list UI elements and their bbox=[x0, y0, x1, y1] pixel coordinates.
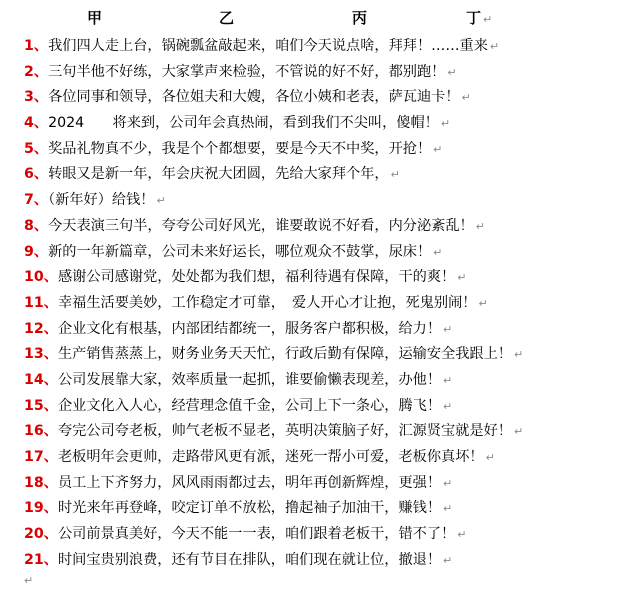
line-text: 各位同事和领导，各位姐夫和大嫂，各位小姨和老表，萨瓦迪卡！ bbox=[48, 89, 460, 106]
script-line bbox=[24, 368, 636, 394]
script-line bbox=[24, 471, 636, 497]
line-number: 10、 bbox=[24, 269, 58, 286]
script-line bbox=[24, 111, 636, 137]
line-number: 3、 bbox=[24, 89, 49, 106]
line-number: 2、 bbox=[24, 63, 49, 80]
script-line bbox=[24, 291, 636, 317]
script-line bbox=[24, 240, 636, 266]
line-number: 8、 bbox=[24, 217, 49, 234]
line-number: 6、 bbox=[24, 166, 49, 183]
line-text: 生产销售蒸蒸上，财务业务天天忙，行政后勤有保障，运输安全我跟上！ bbox=[57, 346, 512, 363]
line-text: 新的一年新篇章，公司未来好运长，哪位观众不鼓掌，尿床！ bbox=[48, 243, 432, 260]
script-line bbox=[24, 342, 636, 368]
role-jia: 甲 bbox=[87, 9, 103, 27]
paragraph-mark-icon: ↵ bbox=[24, 574, 34, 587]
line-number: 14、 bbox=[24, 371, 58, 388]
line-number: 9、 bbox=[24, 243, 49, 260]
line-text: 员工上下齐努力，风风雨雨都过去，明年再创新辉煌，更强！ bbox=[57, 474, 442, 491]
line-number: 19、 bbox=[24, 500, 58, 517]
paragraph-mark-icon: ↵ bbox=[485, 451, 495, 464]
script-line bbox=[24, 548, 636, 574]
line-number: 12、 bbox=[24, 320, 58, 337]
role-header bbox=[0, 7, 641, 29]
paragraph-mark-icon: ↵ bbox=[475, 219, 485, 233]
paragraph-mark-icon: ↵ bbox=[433, 142, 443, 156]
line-number: 20、 bbox=[24, 526, 58, 543]
line-number: 21、 bbox=[24, 551, 58, 568]
line-text: 夸完公司夸老板，帅气老板不显老，英明决策脑子好，汇源贤宝就是好！ bbox=[57, 423, 512, 440]
line-text: 今天表演三句半，夸夸公司好风光，谁要敢说不好看，内分泌紊乱！ bbox=[48, 217, 474, 234]
line-text: 奖品礼物真不少，我是个个都想要，要是今天不中奖，开抢！ bbox=[48, 140, 432, 157]
script-line bbox=[24, 496, 636, 522]
script-line bbox=[24, 137, 636, 163]
line-number: 5、 bbox=[24, 140, 49, 157]
line-text: 感谢公司感谢党，处处都为我们想，福利待遇有保障，干的爽！ bbox=[57, 269, 456, 286]
paragraph-mark-icon: ↵ bbox=[483, 13, 493, 26]
role-ding-label: 丁 bbox=[466, 9, 482, 27]
line-text: （新年好）给钱！ bbox=[48, 192, 155, 209]
paragraph-mark-icon: ↵ bbox=[457, 528, 467, 542]
line-text: 2024 将来到，公司年会真热闹，看到我们不尖叫，傻帽！ bbox=[48, 115, 439, 132]
paragraph-mark-icon: ↵ bbox=[433, 245, 443, 259]
paragraph-mark-icon: ↵ bbox=[513, 425, 524, 439]
line-number: 13、 bbox=[24, 346, 58, 363]
line-text: 公司发展靠大家，效率质量一起抓，谁要偷懒表现差，办他！ bbox=[57, 371, 442, 388]
paragraph-mark-icon: ↵ bbox=[447, 65, 457, 79]
line-number: 11、 bbox=[24, 294, 58, 311]
paragraph-mark-icon: ↵ bbox=[443, 399, 453, 413]
script-line bbox=[24, 34, 636, 60]
role-ding bbox=[466, 7, 492, 28]
line-number: 4、 bbox=[24, 115, 49, 132]
line-text: 转眼又是新一年，年会庆祝大团圆，先给大家拜个年， bbox=[48, 166, 389, 183]
line-text: 三句半他不好练，大家掌声来检验，不管说的好不好，都别跑！ bbox=[48, 63, 446, 80]
line-text: 时间宝贵别浪费，还有节目在排队，咱们现在就让位，撤退！ bbox=[57, 551, 442, 568]
line-text: 公司前景真美好，今天不能一一表，咱们跟着老板干，错不了！ bbox=[57, 526, 456, 543]
line-text: 幸福生活要美妙，工作稳定才可靠， 爱人开心才让抱，死鬼别闹！ bbox=[57, 294, 477, 311]
line-number: 15、 bbox=[24, 397, 58, 414]
paragraph-mark-icon: ↵ bbox=[156, 194, 166, 208]
script-line bbox=[24, 445, 636, 471]
paragraph-mark-icon: ↵ bbox=[440, 117, 451, 131]
line-number: 18、 bbox=[24, 474, 58, 491]
line-text: 时光来年再登峰，咬定订单不放松，撸起袖子加油干，赚钱！ bbox=[57, 500, 442, 517]
script-line bbox=[24, 419, 636, 445]
paragraph-mark-icon: ↵ bbox=[443, 502, 453, 516]
paragraph-mark-icon: ↵ bbox=[461, 91, 471, 105]
paragraph-mark-icon: ↵ bbox=[513, 348, 524, 362]
paragraph-mark-icon: ↵ bbox=[443, 373, 453, 387]
line-text: 企业文化入人心，经营理念值千金，公司上下一条心，腾飞！ bbox=[57, 397, 442, 414]
script-lines bbox=[24, 34, 636, 573]
line-text: 企业文化有根基，内部团结都统一，服务客户都积极，给力！ bbox=[57, 320, 442, 337]
line-number: 16、 bbox=[24, 423, 58, 440]
line-text: 我们四人走上台，锅碗瓢盆敲起来，咱们今天说点啥，拜拜！……重来 bbox=[48, 38, 488, 54]
role-yi: 乙 bbox=[219, 9, 235, 27]
script-line bbox=[24, 188, 636, 214]
line-number: 7、 bbox=[24, 192, 49, 209]
script-line bbox=[24, 522, 636, 548]
line-number: 17、 bbox=[24, 449, 58, 465]
paragraph-mark-icon: ↵ bbox=[489, 40, 500, 53]
script-line bbox=[24, 214, 636, 240]
line-number: 1、 bbox=[24, 38, 49, 54]
paragraph-mark-icon: ↵ bbox=[443, 476, 453, 490]
script-line bbox=[24, 85, 636, 111]
script-line bbox=[24, 394, 636, 420]
paragraph-mark-icon: ↵ bbox=[457, 271, 467, 285]
script-line bbox=[24, 265, 636, 291]
paragraph-mark-icon: ↵ bbox=[443, 322, 453, 336]
paragraph-mark-icon: ↵ bbox=[443, 553, 453, 567]
script-line bbox=[24, 162, 636, 188]
paragraph-mark-icon: ↵ bbox=[390, 168, 400, 182]
line-text: 老板明年会更帅，走路带风更有派，迷死一帮小可爱，老板你真坏！ bbox=[57, 449, 484, 465]
script-line bbox=[24, 60, 636, 86]
role-bing: 丙 bbox=[352, 9, 368, 27]
script-line bbox=[24, 317, 636, 343]
paragraph-mark-icon: ↵ bbox=[478, 296, 488, 310]
